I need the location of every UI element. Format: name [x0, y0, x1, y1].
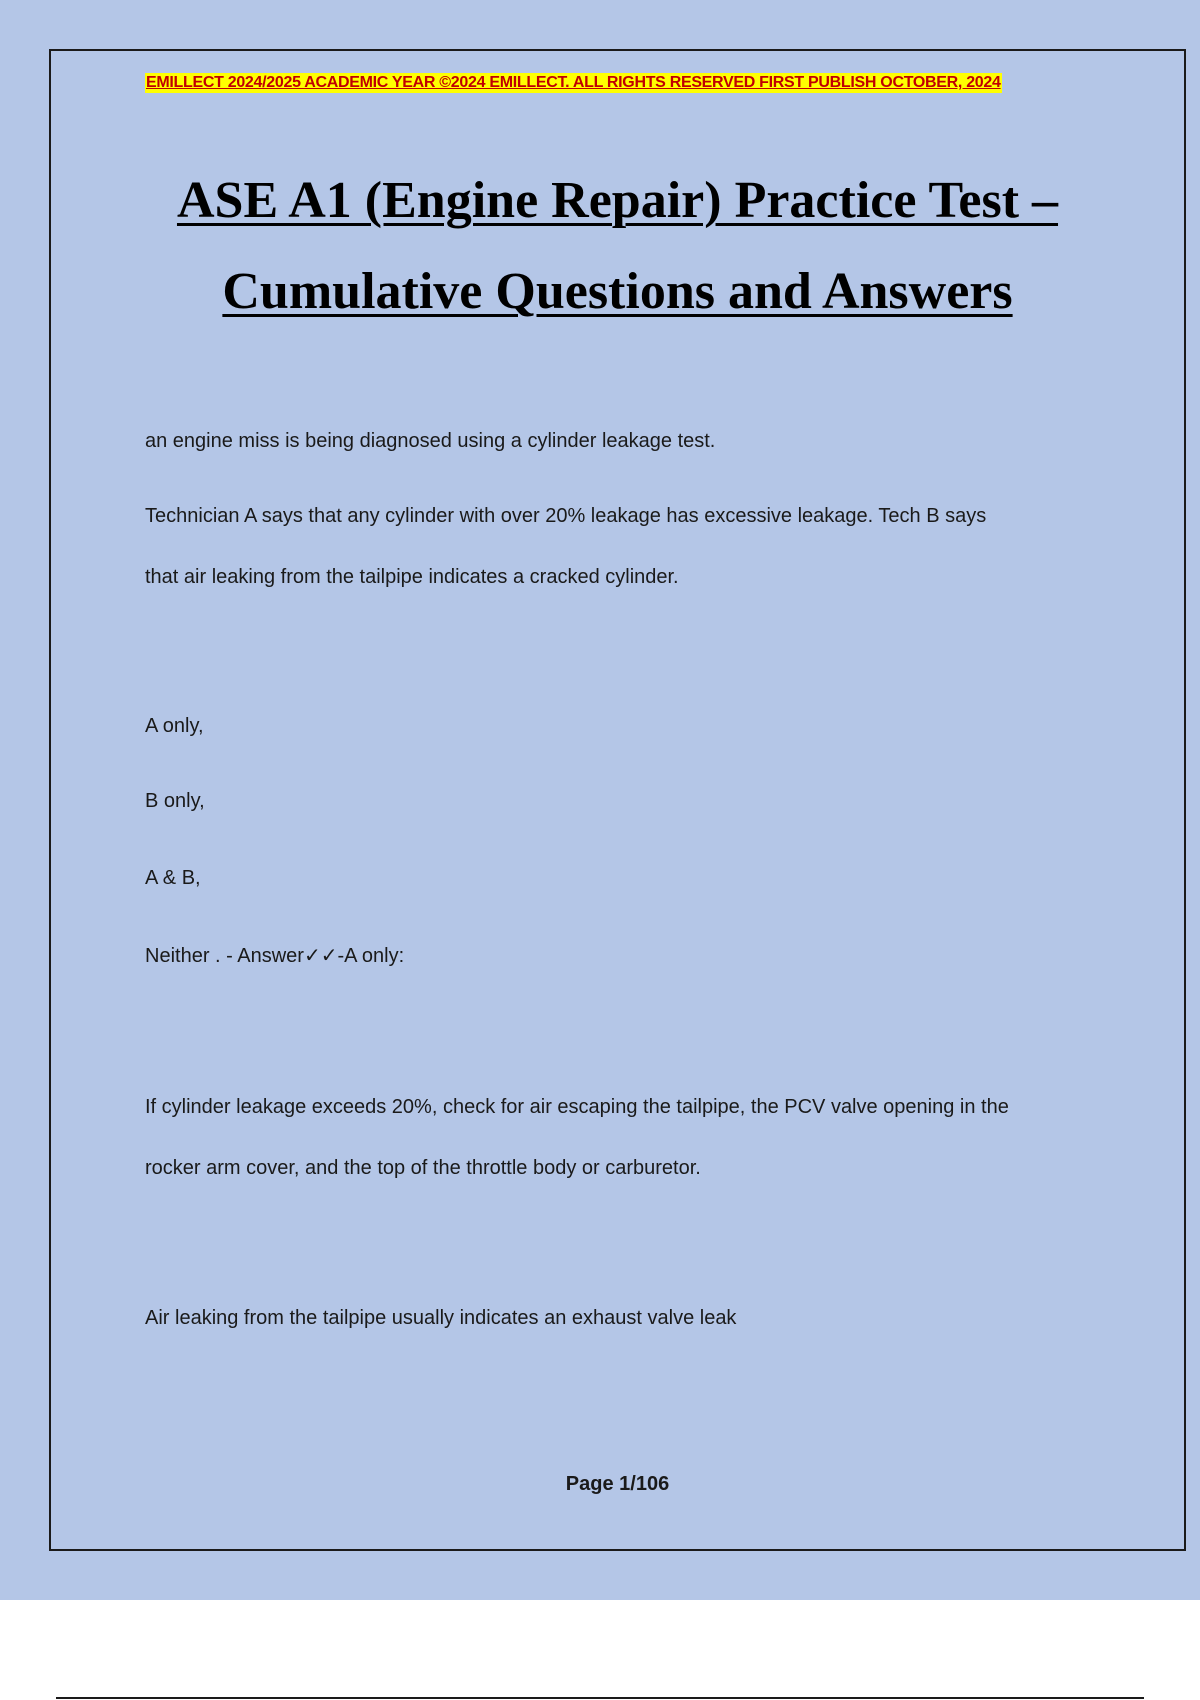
question-statement-line-1: Technician A says that any cylinder with over 20% leakage has excessive leakage. Tech B says — [145, 505, 987, 527]
question-intro: an engine miss is being diagnosed using a cylinder leakage test. — [145, 430, 716, 452]
answer-option-ab: A & B, — [145, 867, 201, 889]
answer-option-neither: Neither . - Answer✓✓-A only: — [145, 945, 405, 967]
explanation-line-3: Air leaking from the tailpipe usually indicates an exhaust valve leak — [145, 1307, 737, 1329]
footer-divider — [56, 1697, 1144, 1699]
copyright-banner: EMILLECT 2024/2025 ACADEMIC YEAR ©2024 EMILLECT. ALL RIGHTS RESERVED FIRST PUBLISH OCTOBER, 2024 — [146, 74, 1001, 91]
document-title-line-1: ASE A1 (Engine Repair) Practice Test – — [176, 172, 1059, 229]
answer-option-b: B only, — [145, 790, 205, 812]
explanation-line-2: rocker arm cover, and the top of the throttle body or carburetor. — [145, 1157, 701, 1179]
answer-option-a: A only, — [145, 715, 204, 737]
document-title-line-2: Cumulative Questions and Answers — [222, 263, 1013, 320]
explanation-line-1: If cylinder leakage exceeds 20%, check for air escaping the tailpipe, the PCV valve opening in the — [145, 1096, 1009, 1118]
page-number: Page 1/106 — [565, 1473, 670, 1495]
question-statement-line-2: that air leaking from the tailpipe indicates a cracked cylinder. — [145, 566, 679, 588]
